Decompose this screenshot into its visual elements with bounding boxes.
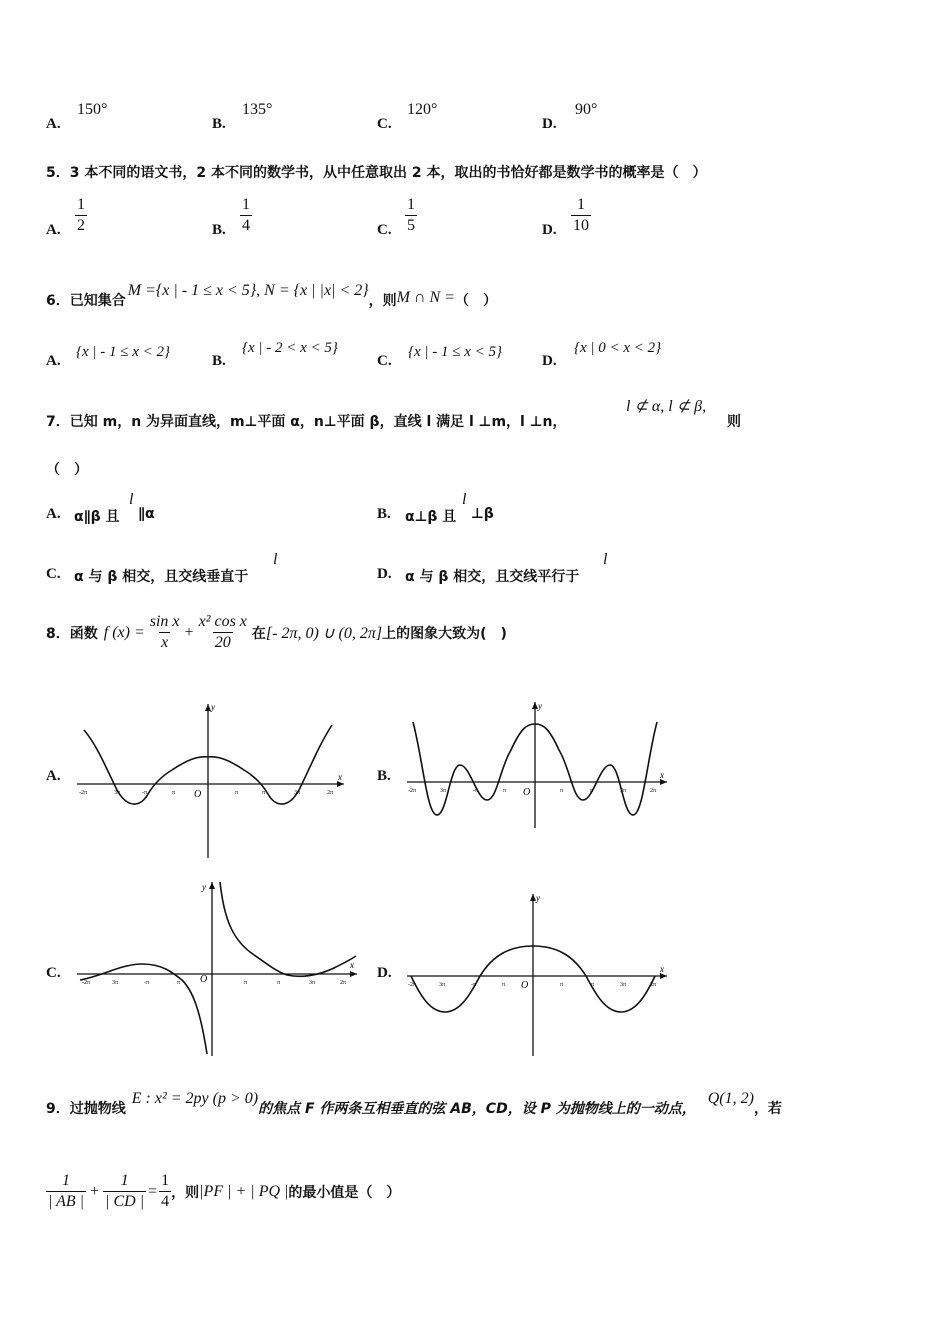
svg-text:3π: 3π <box>112 980 119 986</box>
q8-domain: [- 2π, 0) ∪ (0, 2π] <box>265 624 383 642</box>
q8-domain-prefix: 在 <box>251 625 266 642</box>
q5-option-c-fraction <box>405 196 417 235</box>
q5-option-c-letter: C. <box>377 222 392 238</box>
q9-middle: 的焦点 F 作两条互相垂直的弦 AB，CD，设 P 为抛物线上的一动点， <box>258 1101 696 1117</box>
q7-option-a-l: l <box>129 491 134 508</box>
q9-parabola: E : x² = 2py (p > 0) <box>131 1090 259 1107</box>
q5-option-d-fraction <box>571 196 591 235</box>
q8-frac2-den: 20 <box>214 634 231 651</box>
svg-text:π: π <box>244 980 248 986</box>
q8-graph-a-label: A. <box>46 768 61 784</box>
q8-frac1-den: x <box>161 634 169 651</box>
q8-tail: 上的图象大致为( ) <box>382 625 507 642</box>
q8-function-name: f (x) = <box>103 623 145 641</box>
q8-graph-c <box>72 878 362 1058</box>
q4-option-b-value: 135° <box>242 101 273 118</box>
q9-stem-line2 <box>46 1172 400 1211</box>
svg-text:3π: 3π <box>620 788 627 794</box>
q5-a-num: 1 <box>77 196 85 213</box>
q6-option-c-value: {x | - 1 ≤ x < 5} <box>408 344 503 360</box>
svg-text:-2π: -2π <box>408 788 417 794</box>
q7-condition: l ⊄ α, l ⊄ β, <box>626 398 707 415</box>
graph-d-ticks <box>408 982 656 988</box>
q6-option-b-value: {x | - 2 < x < 5} <box>242 340 338 356</box>
svg-text:-π: -π <box>144 980 150 986</box>
q5-stem: 5．3 本不同的语文书，2 本不同的数学书，从中任意取出 2 本，取出的书恰好都是数学书的概率是（ ） <box>46 165 707 181</box>
graph-c-curve-left <box>80 964 207 1054</box>
q8-graph-b <box>405 700 670 830</box>
q9-point: Q(1, 2) <box>707 1090 754 1107</box>
svg-text:2π: 2π <box>340 980 347 986</box>
svg-text:π: π <box>591 982 595 988</box>
q9-end: 的最小值是（ ） <box>288 1184 401 1201</box>
q9-prefix: 9．过抛物线 <box>46 1101 126 1117</box>
q9-fraction-ab <box>46 1172 86 1211</box>
q4-option-d-letter: D. <box>542 116 557 132</box>
q4-option-b-letter: B. <box>212 116 226 132</box>
q8-graph-a <box>72 700 352 860</box>
svg-text:3π: 3π <box>114 790 121 796</box>
q5-b-num: 1 <box>242 196 250 213</box>
graph-c-x-label: x <box>350 960 354 970</box>
svg-text:π: π <box>172 790 176 796</box>
q8-prefix: 8．函数 <box>46 625 98 642</box>
q5-d-num: 1 <box>577 196 585 213</box>
svg-text:π: π <box>560 788 564 794</box>
q8-frac1-num: sin x <box>149 613 180 630</box>
graph-a-origin: O <box>194 789 202 800</box>
q8-frac2-num: x² cos x <box>198 613 247 630</box>
q7-paren: （ ） <box>46 462 88 478</box>
svg-text:π: π <box>262 790 266 796</box>
q7-option-c-letter: C. <box>46 566 61 582</box>
q7-option-c-l: l <box>273 551 278 568</box>
q7-option-b-post: ⊥β <box>471 506 494 522</box>
svg-text:3π: 3π <box>620 982 627 988</box>
q6-set-expression: M ={x | - 1 ≤ x < 5}, N = {x | |x| < 2} <box>127 282 369 299</box>
q9-f1-den: | AB | <box>48 1193 85 1210</box>
q6-option-a-value: {x | - 1 ≤ x < 2} <box>76 344 171 360</box>
svg-text:-π: -π <box>471 982 477 988</box>
q7-option-a-pre: α∥β 且 <box>74 509 120 525</box>
svg-text:π: π <box>235 790 239 796</box>
graph-d-origin: O <box>521 980 529 991</box>
graph-a-x-label: x <box>338 772 342 782</box>
graph-d-x-label: x <box>660 964 664 974</box>
svg-text:π: π <box>277 980 281 986</box>
q5-option-a-letter: A. <box>46 222 61 238</box>
q8-graph-b-label: B. <box>377 768 391 784</box>
svg-text:π: π <box>502 982 506 988</box>
svg-text:3π: 3π <box>309 980 316 986</box>
q9-f1-num: 1 <box>62 1172 71 1189</box>
q4-option-a-letter: A. <box>46 116 61 132</box>
svg-text:-π: -π <box>142 790 148 796</box>
svg-text:π: π <box>177 980 181 986</box>
svg-text:2π: 2π <box>650 982 657 988</box>
q7-option-c-pre: α 与 β 相交，且交线垂直于 <box>74 569 249 585</box>
q5-c-den: 5 <box>407 217 415 234</box>
q4-option-a-value: 150° <box>77 101 108 118</box>
q7-option-b-l: l <box>462 491 467 508</box>
q9-f2-den: | CD | <box>105 1193 145 1210</box>
q9-fraction-quarter <box>159 1172 171 1211</box>
q7-stem: 7．已知 m，n 为异面直线，m⊥平面 α，n⊥平面 β，直线 l 满足 l ⊥m，l ⊥n， <box>46 414 567 430</box>
q9-f3-den: 4 <box>161 1193 170 1210</box>
q6-option-c-letter: C. <box>377 353 392 369</box>
q6-option-b-letter: B. <box>212 353 226 369</box>
q6-suffix: ，则 <box>368 293 397 309</box>
svg-text:-π: -π <box>473 788 479 794</box>
svg-text:-2π: -2π <box>79 790 88 796</box>
q8-stem <box>46 613 507 652</box>
svg-text:-2π: -2π <box>408 982 417 988</box>
q6-option-d-value: {x | 0 < x < 2} <box>574 340 662 356</box>
q8-fraction-2 <box>197 613 249 652</box>
q6-paren: （ ） <box>455 293 497 309</box>
svg-text:π: π <box>560 982 564 988</box>
graph-c-ticks <box>82 980 346 986</box>
q8-graph-d-label: D. <box>377 965 392 981</box>
q5-option-b-fraction <box>240 196 252 235</box>
svg-text:-2π: -2π <box>82 980 91 986</box>
graph-a-y-label: y <box>211 702 215 712</box>
q7-option-a-post: ∥α <box>138 506 155 522</box>
graph-c-curve-right <box>220 882 356 976</box>
q5-d-den: 10 <box>573 217 589 234</box>
q9-fraction-cd <box>103 1172 146 1211</box>
graph-d-y-label: y <box>536 893 540 903</box>
graph-c-x-arrow <box>350 971 357 977</box>
q6-option-d-letter: D. <box>542 353 557 369</box>
graph-c-y-label: y <box>202 882 206 892</box>
svg-text:π: π <box>503 788 507 794</box>
q7-option-b-pre: α⊥β 且 <box>405 509 457 525</box>
q4-option-d-value: 90° <box>575 101 598 118</box>
svg-text:π: π <box>590 788 594 794</box>
q5-option-a-fraction <box>75 196 87 235</box>
graph-b-y-label: y <box>538 701 542 711</box>
q6-stem <box>46 282 497 309</box>
graph-b-x-label: x <box>660 770 664 780</box>
graph-c-origin: O <box>200 974 208 985</box>
svg-text:2π: 2π <box>327 790 334 796</box>
q6-option-a-letter: A. <box>46 353 61 369</box>
graph-a-ticks <box>79 790 333 796</box>
q9-then: ，则 <box>171 1184 200 1201</box>
graph-c-y-arrow <box>209 882 215 889</box>
q4-option-c-value: 120° <box>407 101 438 118</box>
svg-text:3π: 3π <box>440 788 447 794</box>
q9-expression: |PF | + | PQ | <box>199 1182 289 1200</box>
q6-intersection: M ∩ N = <box>396 289 455 306</box>
q5-b-den: 4 <box>242 217 250 234</box>
q8-plus: + <box>184 623 194 641</box>
q8-graph-c-label: C. <box>46 965 61 981</box>
graph-b-ticks <box>408 788 656 794</box>
svg-text:3π: 3π <box>294 790 301 796</box>
q7-option-d-pre: α 与 β 相交，且交线平行于 <box>405 569 580 585</box>
graph-b-origin: O <box>523 787 531 798</box>
svg-text:3π: 3π <box>439 982 446 988</box>
q5-c-num: 1 <box>407 196 415 213</box>
q7-option-d-l: l <box>603 551 608 568</box>
q7-option-a-letter: A. <box>46 506 61 522</box>
q9-f3-num: 1 <box>161 1172 170 1189</box>
q9-plus: + <box>90 1182 100 1200</box>
q9-tail: ，若 <box>753 1101 782 1117</box>
q6-prefix: 6．已知集合 <box>46 293 126 309</box>
q9-stem-line1 <box>46 1090 782 1117</box>
q9-equals: = <box>148 1182 158 1200</box>
q7-option-b-letter: B. <box>377 506 391 522</box>
q7-option-d-letter: D. <box>377 566 392 582</box>
svg-text:2π: 2π <box>650 788 657 794</box>
q5-option-b-letter: B. <box>212 222 226 238</box>
q4-option-c-letter: C. <box>377 116 392 132</box>
q7-tail: 则 <box>727 414 741 430</box>
q5-a-den: 2 <box>77 217 85 234</box>
q8-graph-d <box>405 890 670 1060</box>
q5-option-d-letter: D. <box>542 222 557 238</box>
q8-fraction-1 <box>148 613 182 652</box>
q9-f2-num: 1 <box>120 1172 129 1189</box>
